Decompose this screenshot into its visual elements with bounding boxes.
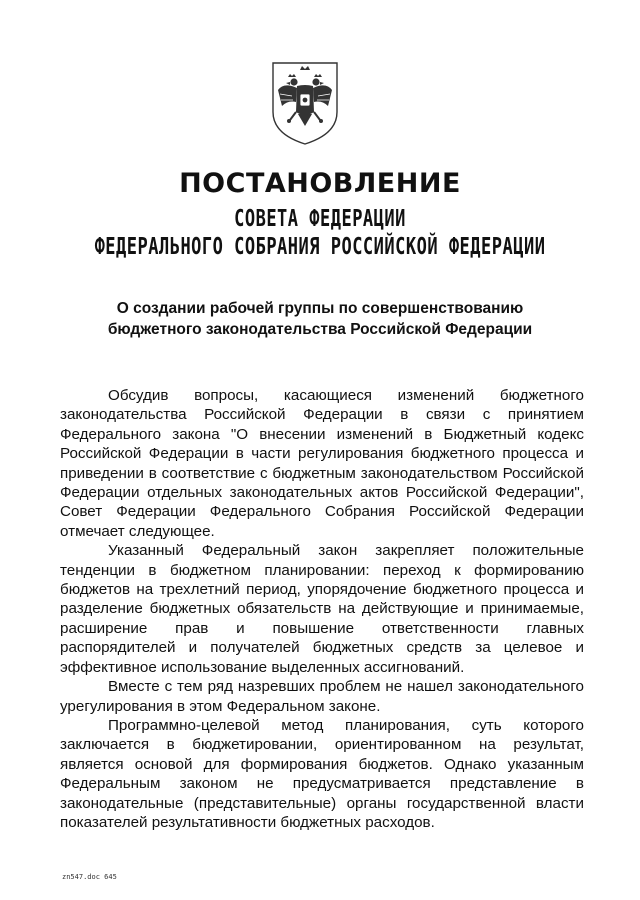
document-title-line1: О создании рабочей группы по совершенствованию bbox=[116, 300, 524, 317]
body-paragraph: Указанный Федеральный закон закрепляет положительные тенденции в бюджетном планировании: переход к формированию бюджетов на трехлетний период, упорядочение бюджетного процесса и разделение бюджетных обязательств на действующие и принимаемые, расширение прав и повышение ответственности главных распорядителей и получателей бюджетных средств за целевое и эффективное использование выделенных ассигнований. bbox=[60, 542, 584, 676]
body-paragraph: Обсудив вопросы, касающиеся изменений бюджетного законодательства Российской Федерации в связи с принятием Федерального закона "О внесении изменений в Бюджетный кодекс Российской Федерации в части регулирования бюджетного процесса и приведении в соответствие с бюджетным законодательством Российской Федерации отдельных законодательных актов Российской Федерации", Совет Федерации Федерального Собрания Российской Федерации отмечает следующее. bbox=[60, 387, 584, 540]
file-code-footer: zn547.doc 645 bbox=[62, 873, 117, 881]
body-paragraph: Вместе с тем ряд назревших проблем не нашел законодательного урегулирования в этом Федеральном законе. bbox=[60, 678, 584, 715]
issuer-heading-line2: ФЕДЕРАЛЬНОГО СОБРАНИЯ РОССИЙСКОЙ ФЕДЕРАЦИИ bbox=[94, 233, 546, 261]
document-title bbox=[0, 298, 640, 340]
issuer-heading-line1: СОВЕТА ФЕДЕРАЦИИ bbox=[234, 205, 406, 233]
body-paragraph: Программно-целевой метод планирования, суть которого заключается в бюджетировании, ориентированном на результат, является основой для формирования бюджетов. Однако указанным Федеральным законом не предусматривается представление в законодательные (представительные) органы государственной власти показателей результативности бюджетных расходов. bbox=[60, 716, 584, 831]
coat-of-arms-icon bbox=[270, 60, 340, 146]
document-title-line2: бюджетного законодательства Российской Федерации bbox=[107, 321, 533, 338]
document-body bbox=[60, 386, 584, 832]
document-type-heading: ПОСТАНОВЛЕНИЕ bbox=[179, 168, 461, 199]
